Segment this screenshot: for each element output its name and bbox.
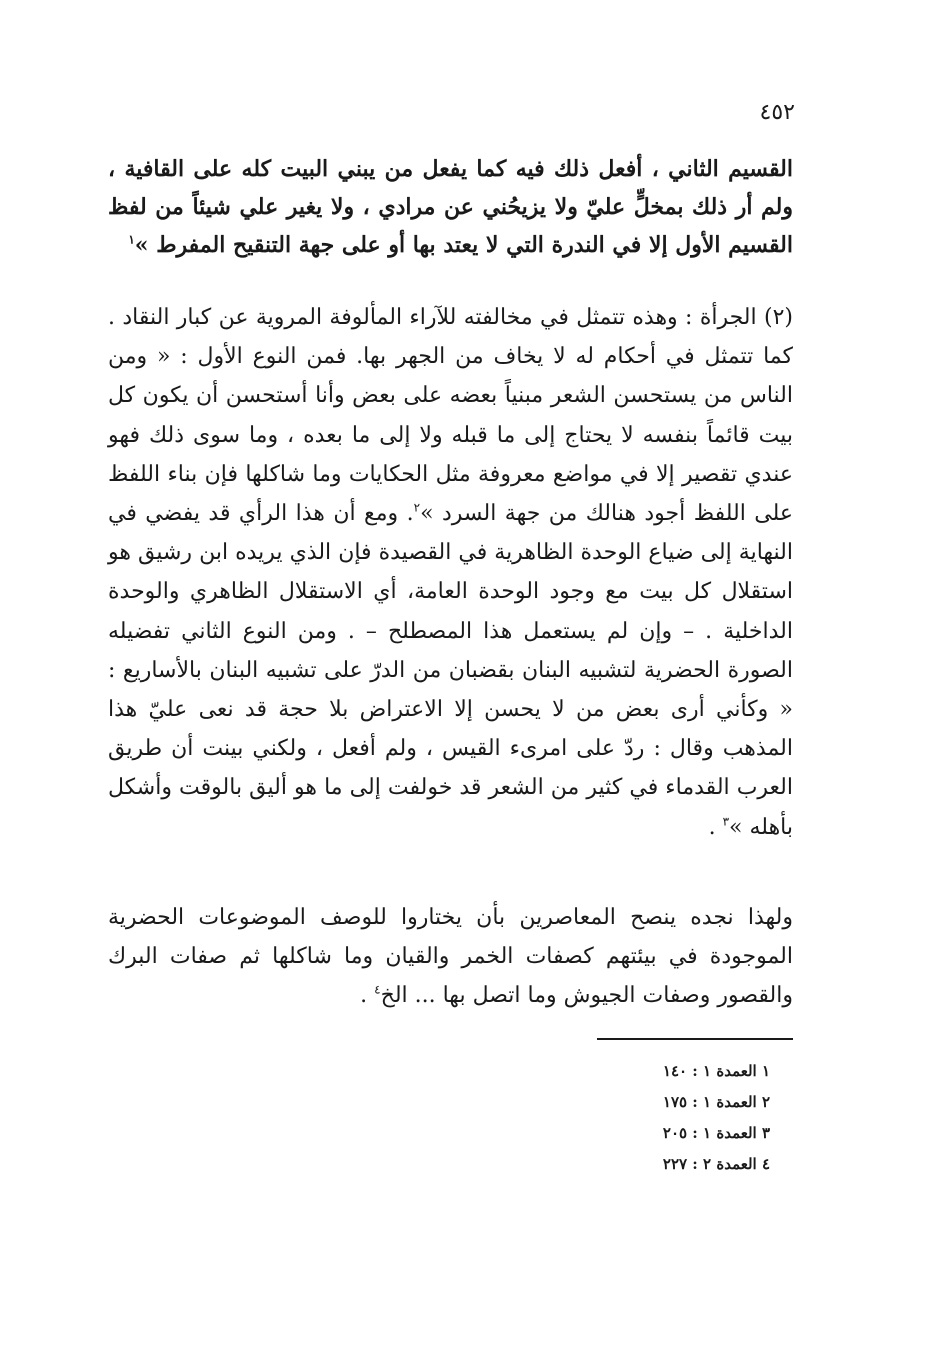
paragraph-text: (٢) الجرأة : وهذه تتمثل في مخالفته للآراء المألوفة المروية عن كبار النقاد . كما تتمثل في أحكام له لا يخاف من الجهر بها. فمن النوع الأول : « ومن الناس من يستحسن الشعر مبنياً بعضه على بعض وأنا أستحسن أن يكون كل بيت قائماً بنفسه لا يحتاج إلى ما قبله ولا إلى ما بعده ، وما سوى ذلك فهو عندي تقصير إلا في مواضع معروفة مثل الحكايات وما شاكلها فإن بناء اللفظ على اللفظ أجود هنالك من جهة السرد » xyxy=(108,305,794,527)
quoted-passage xyxy=(108,150,793,264)
footnote-item: ٣ العمدة ١ : ٢٠٥ xyxy=(662,1124,770,1142)
footnotes-list xyxy=(560,1056,770,1180)
quoted-passage-text: القسيم الثاني ، أفعل ذلك فيه كما يفعل من يبني البيت كله على القافية ، ولم أر ذلك بمخلٍّ عليّ ولا يزيحُني عن مرادي ، ولا يغير علي شيئاً من لفظ القسيم الأول إلا في الندرة التي لا يعتد بها أو على جهة التنقيح المفرط » xyxy=(108,156,793,258)
footnote-item: ١ العمدة ١ : ١٤٠ xyxy=(662,1062,770,1080)
page-number: ٤٥٢ xyxy=(759,100,795,125)
body-paragraph xyxy=(108,898,793,1016)
footnote-reference: ٤ xyxy=(374,983,381,998)
footnote-reference: ٢ xyxy=(413,500,421,515)
paragraph-text: ولهذا نجده ينصح المعاصرين بأن يختاروا للوصف الموضوعات الحضرية الموجودة في بيئتهم كصفات الخمر والقيان وما شاكلها ثم صفات البرك والقصور وصفات الجيوش وما اتصل بها ... الخ xyxy=(108,905,793,1009)
footnote-divider xyxy=(597,1038,793,1040)
footnote-reference: ١ xyxy=(128,232,135,247)
paragraph-text: . ومع أن هذا الرأي قد يفضي في النهاية إلى ضياع الوحدة الظاهرية في القصيدة فإن الذي يريده ابن رشيق هو استقلال كل بيت مع وجود الوحدة العامة، أي الاستقلال الظاهري والوحدة الداخلية . – وإن لم يستعمل هذا المصطلح – . ومن النوع الثاني تفضيله الصورة الحضرية لتشبيه البنان بقضبان من الدرّ على تشبيه البنان بالأساريع : « وكأني أرى بعض من لا يحسن إلا الاعتراض بلا حجة قد نعى عليّ هذا المذهب وقال : ردّ على امرىء القيس ، ولم أفعل ، ولكني بينت أن طريق العرب القدماء في كثير من الشعر قد خولفت إلى ما هو أليق بالوقت وأشكل بأهله » xyxy=(108,501,793,840)
paragraph-text: . xyxy=(708,814,723,840)
body-paragraph xyxy=(108,298,793,847)
footnote-item: ٢ العمدة ١ : ١٧٥ xyxy=(662,1093,770,1111)
footnote-reference: ٣ xyxy=(722,814,730,829)
footnote-item: ٤ العمدة ٢ : ٢٢٧ xyxy=(662,1155,770,1173)
paragraph-text: . xyxy=(360,983,375,1009)
